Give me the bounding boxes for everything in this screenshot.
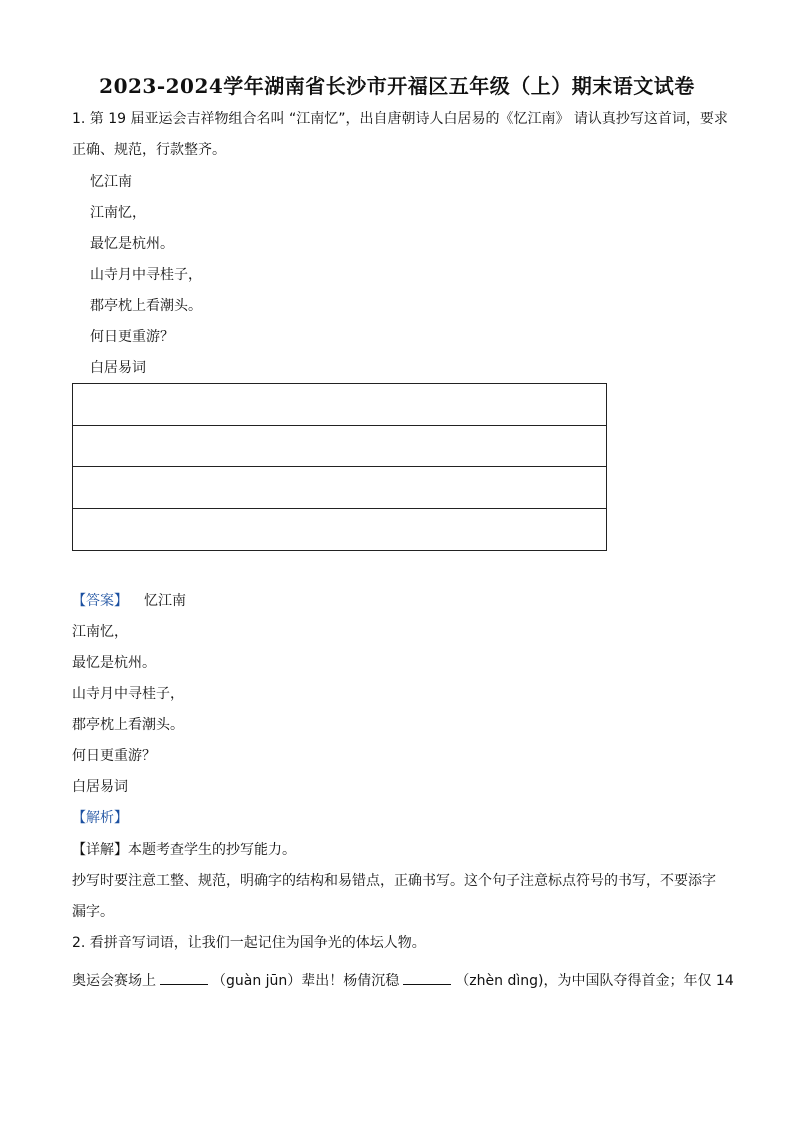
question-1-text: 1. 第 19 届亚运会吉祥物组合名叫 “江南忆”，出自唐朝诗人白居易的《忆江南》 请认真抄写这首词，要求 — [72, 111, 728, 127]
answer-first-line: 忆江南 — [144, 593, 186, 609]
question-2-prompt — [72, 970, 734, 991]
answer-line: 白居易词 — [72, 779, 128, 795]
poem-author: 白居易词 — [90, 360, 146, 376]
analysis-text: 抄写时要注意工整、规范，明确字的结构和易错点，正确书写。这个句子注意标点符号的书写，不要添字 — [72, 873, 716, 889]
answer-line: 何日更重游？ — [72, 748, 156, 764]
poem-line: 何日更重游？ — [90, 329, 174, 345]
analysis-tag: 【解析】 — [72, 810, 128, 826]
answer-line: 最忆是杭州。 — [72, 655, 156, 671]
writing-row[interactable] — [73, 509, 606, 551]
poem-title: 忆江南 — [90, 174, 132, 190]
analysis-detail — [72, 840, 296, 860]
answer-blank[interactable] — [403, 970, 451, 985]
answer-heading — [72, 591, 186, 611]
poem-line: 江南忆， — [90, 205, 146, 221]
writing-grid — [72, 383, 607, 551]
poem-line: 最忆是杭州。 — [90, 236, 174, 252]
question-1-text-cont: 正确、规范，行款整齐。 — [72, 142, 226, 158]
pinyin-text: （zhèn dìng)，为中国队夺得首金；年仅 14 — [455, 973, 734, 989]
page-title: 2023-2024学年湖南省长沙市开福区五年级（上）期末语文试卷 — [99, 74, 695, 98]
analysis-text-cont: 漏字。 — [72, 904, 114, 920]
writing-row[interactable] — [73, 384, 606, 426]
writing-row[interactable] — [73, 467, 606, 509]
pinyin-text: （guàn jūn）辈出！杨倩沉稳 — [212, 973, 400, 989]
answer-line: 山寺月中寻桂子， — [72, 686, 184, 702]
answer-blank[interactable] — [160, 970, 208, 985]
detail-text: 本题考查学生的抄写能力。 — [128, 842, 296, 858]
question-2-text: 2. 看拼音写词语，让我们一起记住为国争光的体坛人物。 — [72, 935, 426, 951]
answer-lines — [72, 622, 184, 808]
poem-line: 郡亭枕上看潮头。 — [90, 298, 202, 314]
poem-line: 山寺月中寻桂子， — [90, 267, 202, 283]
answer-tag: 【答案】 — [72, 593, 128, 609]
writing-row[interactable] — [73, 426, 606, 468]
answer-line: 江南忆， — [72, 624, 128, 640]
answer-line: 郡亭枕上看潮头。 — [72, 717, 184, 733]
detail-tag: 【详解】 — [72, 842, 128, 858]
prompt-text: 奥运会赛场上 — [72, 973, 156, 989]
